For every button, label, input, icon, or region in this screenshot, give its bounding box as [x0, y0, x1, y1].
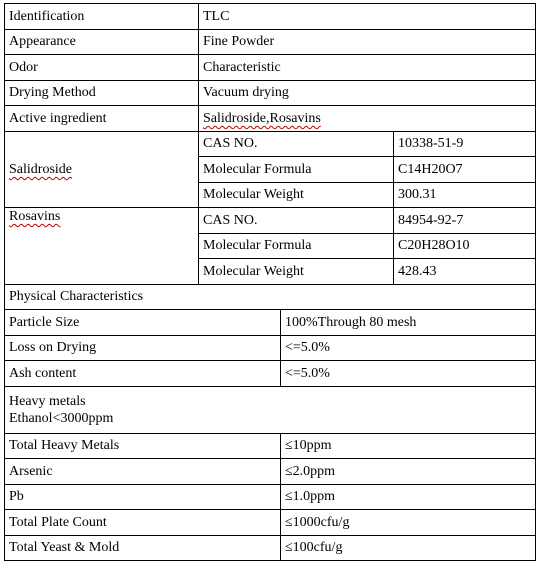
table-row [5, 106, 536, 132]
row-label: Identification [5, 4, 199, 30]
property-label: CAS NO. [199, 131, 394, 157]
note-line: Heavy metals [9, 393, 86, 409]
compound-name [5, 131, 199, 208]
row-label: Arsenic [5, 459, 281, 485]
property-label: Molecular Formula [199, 157, 394, 183]
property-label: Molecular Weight [199, 259, 394, 285]
row-label: Total Plate Count [5, 510, 281, 536]
table-row [5, 484, 536, 510]
row-label: Particle Size [5, 310, 281, 336]
table-row [5, 4, 536, 30]
row-label: Appearance [5, 29, 199, 55]
property-value: 10338-51-9 [394, 131, 536, 157]
row-label: Odor [5, 55, 199, 81]
table-row [5, 361, 536, 387]
row-value: ≤1000cfu/g [281, 510, 536, 536]
table-row [5, 29, 536, 55]
row-value: ≤10ppm [281, 433, 536, 459]
row-value: Fine Powder [199, 29, 536, 55]
row-value [199, 106, 536, 132]
row-value: Characteristic [199, 55, 536, 81]
active-ingredient-value: Salidroside,Rosavins [203, 110, 321, 126]
table-row [5, 310, 536, 336]
compound-name-rosavins: Rosavins [9, 209, 61, 224]
row-label: Total Yeast & Mold [5, 535, 281, 561]
row-label: Loss on Drying [5, 335, 281, 361]
heavy-metals-note [5, 386, 536, 433]
compound-name [5, 208, 199, 285]
row-value: ≤1.0ppm [281, 484, 536, 510]
table-row [5, 131, 536, 157]
row-value: ≤100cfu/g [281, 535, 536, 561]
table-row [5, 208, 536, 234]
row-value: Vacuum drying [199, 80, 536, 106]
row-value: <=5.0% [281, 335, 536, 361]
table-row [5, 55, 536, 81]
table-row [5, 535, 536, 561]
property-value: 428.43 [394, 259, 536, 285]
row-label: Ash content [5, 361, 281, 387]
property-value: 300.31 [394, 182, 536, 208]
note-line: Ethanol<3000ppm [9, 410, 114, 426]
property-label: Molecular Weight [199, 182, 394, 208]
property-value: C20H28O10 [394, 233, 536, 259]
specification-table [4, 3, 536, 561]
property-value: 84954-92-7 [394, 208, 536, 234]
row-label: Drying Method [5, 80, 199, 106]
table-row [5, 335, 536, 361]
table-row [5, 459, 536, 485]
table-row [5, 386, 536, 433]
property-value: C14H20O7 [394, 157, 536, 183]
property-label: Molecular Formula [199, 233, 394, 259]
table-row [5, 510, 536, 536]
section-heading: Physical Characteristics [5, 284, 536, 310]
row-value: ≤2.0ppm [281, 459, 536, 485]
table-row [5, 284, 536, 310]
compound-name-salidroside: Salidroside [9, 161, 72, 177]
specification-sheet [4, 3, 535, 558]
row-label: Active ingredient [5, 106, 199, 132]
table-row [5, 80, 536, 106]
row-label: Pb [5, 484, 281, 510]
row-label: Total Heavy Metals [5, 433, 281, 459]
row-value: 100%Through 80 mesh [281, 310, 536, 336]
property-label: CAS NO. [199, 208, 394, 234]
row-value: <=5.0% [281, 361, 536, 387]
row-value: TLC [199, 4, 536, 30]
table-row [5, 433, 536, 459]
